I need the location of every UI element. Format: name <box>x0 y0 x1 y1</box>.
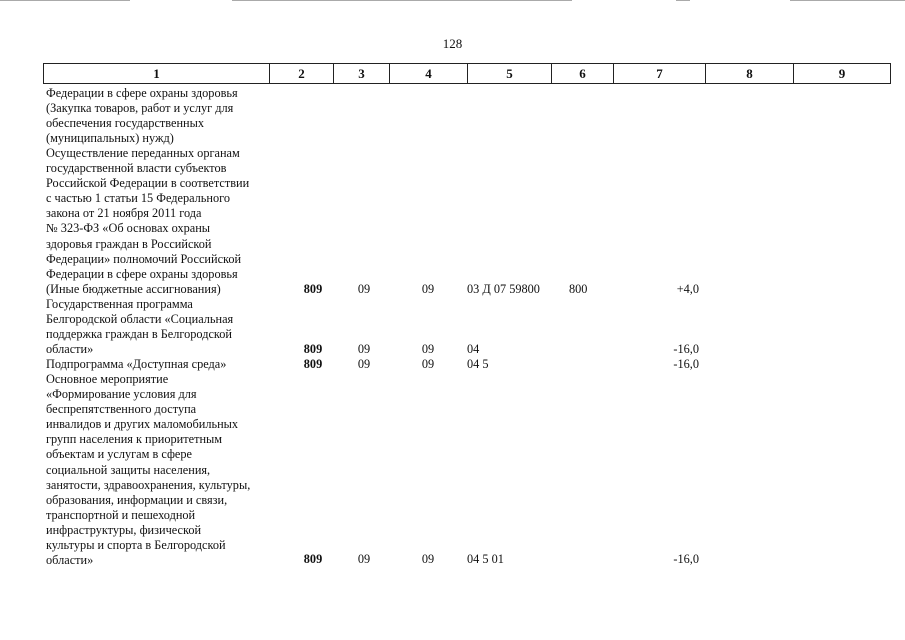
label-line: Федерации в сфере охраны здоровья <box>46 266 238 281</box>
column-header-9: 9 <box>838 66 846 81</box>
column-header-2: 2 <box>270 64 334 83</box>
label-line: Подпрограмма «Доступная среда» <box>46 357 227 371</box>
label-line: с частью 1 статьи 15 Федерального <box>46 191 231 206</box>
top-edge-line-left <box>0 0 130 1</box>
top-edge-line-right <box>676 0 690 1</box>
column-header-1: 1 <box>44 64 270 83</box>
label-line: социальной защиты населения, <box>46 462 211 477</box>
table-header-row <box>43 63 891 84</box>
column-header-5: 5 <box>468 64 552 83</box>
cell-subsection: 09 <box>421 342 435 356</box>
cell-ministry-code: 809 <box>303 282 323 296</box>
label-line: Белгородской области «Социальная <box>46 312 234 327</box>
cell-section: 09 <box>357 282 371 296</box>
row-label <box>46 372 268 568</box>
cell-target-article: 04 <box>467 342 480 356</box>
row-label <box>46 146 268 297</box>
cell-section: 09 <box>357 342 371 356</box>
label-line: беспрепятственного доступа <box>46 402 197 417</box>
label-line: области» <box>46 342 94 357</box>
label-line: Государственная программа <box>46 297 193 311</box>
label-line: транспортной и пешеходной <box>46 507 196 522</box>
cell-amount: -16,0 <box>673 357 699 371</box>
label-line: (Иные бюджетные ассигнования) <box>46 281 221 296</box>
label-line: инвалидов и других маломобильных <box>46 417 239 432</box>
row-label <box>46 357 268 372</box>
label-line: (Закупка товаров, работ и услуг для <box>46 101 234 116</box>
label-line: Федерации» полномочий Российской <box>46 251 242 266</box>
cell-target-article: 04 5 01 <box>467 552 504 566</box>
cell-ministry-code: 809 <box>303 342 323 356</box>
column-header-7: 7 <box>614 64 706 83</box>
label-line: образования, информации и связи, <box>46 492 228 507</box>
top-edge-line-far-right <box>790 0 905 1</box>
row-label <box>46 86 268 146</box>
top-edge-line-mid <box>232 0 572 1</box>
label-line: групп населения к приоритетным <box>46 432 223 447</box>
cell-section: 09 <box>357 552 371 566</box>
column-header-4: 4 <box>390 64 468 83</box>
cell-ministry-code: 809 <box>303 552 323 566</box>
label-line: Осуществление переданных органам <box>46 146 240 160</box>
column-header-8: 8 <box>706 64 794 83</box>
label-line: (муниципальных) нужд) <box>46 131 174 146</box>
cell-subsection: 09 <box>421 282 435 296</box>
page-number: 128 <box>442 36 463 51</box>
label-line: Федерации в сфере охраны здоровья <box>46 86 238 100</box>
cell-target-article: 03 Д 07 59800 <box>467 282 540 296</box>
cell-amount: -16,0 <box>673 342 699 356</box>
column-header-3: 3 <box>334 64 390 83</box>
label-line: закона от 21 ноября 2011 года <box>46 206 202 221</box>
label-line: культуры и спорта в Белгородской <box>46 538 226 553</box>
label-line: обеспечения государственных <box>46 116 205 131</box>
cell-ministry-code: 809 <box>303 357 323 371</box>
label-line: занятости, здравоохранения, культуры, <box>46 477 251 492</box>
label-line: поддержка граждан в Белгородской <box>46 327 232 342</box>
cell-amount: -16,0 <box>673 552 699 566</box>
label-line: Основное мероприятие <box>46 372 169 386</box>
cell-amount: +4,0 <box>676 282 699 296</box>
label-line: государственной власти субъектов <box>46 161 227 176</box>
label-line: № 323-ФЗ «Об основах охраны <box>46 221 211 236</box>
label-line: объектам и услугам в сфере <box>46 447 192 462</box>
row-label <box>46 297 268 357</box>
cell-section: 09 <box>357 357 371 371</box>
label-line: здоровья граждан в Российской <box>46 236 212 251</box>
cell-subsection: 09 <box>421 357 435 371</box>
column-header-6: 6 <box>552 64 614 83</box>
label-line: области» <box>46 553 94 568</box>
label-line: Российской Федерации в соответствии <box>46 176 250 191</box>
label-line: инфраструктуры, физической <box>46 522 202 537</box>
label-line: «Формирование условия для <box>46 387 197 402</box>
cell-subsection: 09 <box>421 552 435 566</box>
cell-target-article: 04 5 <box>467 357 489 371</box>
cell-expense-type: 800 <box>569 282 588 296</box>
